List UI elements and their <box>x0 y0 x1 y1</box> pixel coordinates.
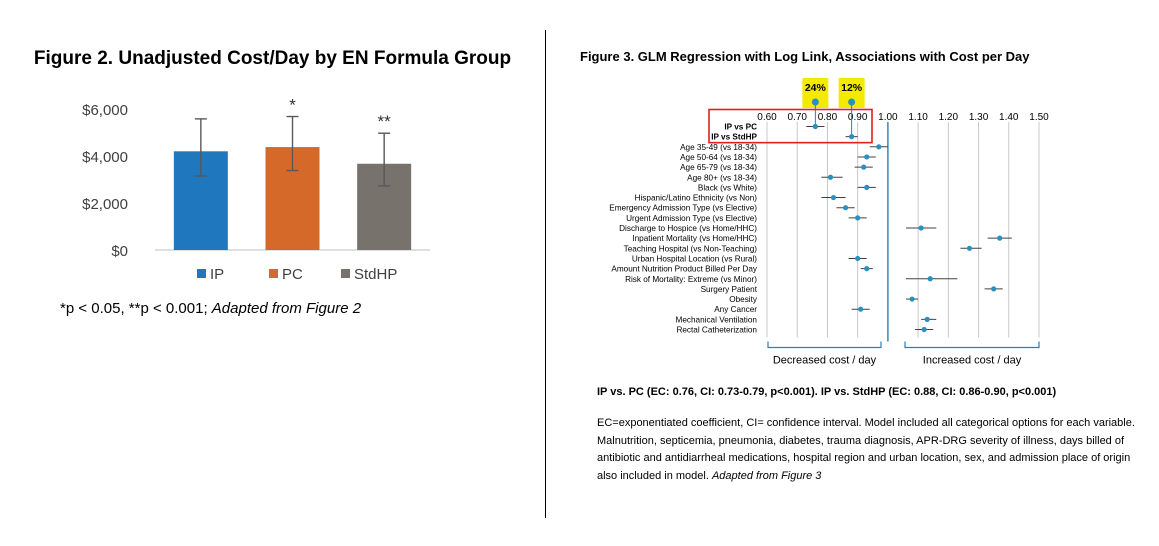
figure3-forest-plot <box>580 74 1060 374</box>
point-estimate <box>909 296 914 301</box>
point-estimate <box>928 276 933 281</box>
row-label: Urgent Admission Type (vs Elective) <box>626 213 757 223</box>
point-estimate <box>919 225 924 230</box>
legend-label: StdHP <box>354 266 398 283</box>
legend-swatch <box>341 269 350 278</box>
legend-label: PC <box>282 266 303 283</box>
row-label: Age 50-64 (vs 18-34) <box>680 152 757 162</box>
row-label: Urban Hospital Location (vs Rural) <box>631 254 757 264</box>
point-estimate <box>991 286 996 291</box>
figure2-bar-chart <box>60 85 480 295</box>
figure2-note-source: Adapted from Figure 2 <box>211 300 362 317</box>
bracket-label: Decreased cost / day <box>772 354 877 367</box>
row-label: Surgery Patient <box>700 284 757 294</box>
row-label: Age 35-49 (vs 18-34) <box>680 142 757 152</box>
point-estimate <box>831 195 836 200</box>
x-tick-label: 1.50 <box>1029 112 1049 123</box>
x-tick-label: 0.70 <box>787 112 807 123</box>
significance-marker: * <box>289 95 296 115</box>
row-label: Discharge to Hospice (vs Home/HHC) <box>619 224 757 233</box>
figure3-footnote <box>597 415 1137 485</box>
row-label: Inpatient Mortality (vs Home/HHC) <box>632 234 757 244</box>
x-tick-label: 1.20 <box>938 112 959 123</box>
figure2-title: Figure 2. Unadjusted Cost/Day by EN Formula Group <box>33 48 512 69</box>
row-label: Age 65-79 (vs 18-34) <box>680 163 757 173</box>
figure3-title: Figure 3. GLM Regression with Log Link, Associations with Cost per Day <box>580 49 1030 64</box>
point-estimate <box>967 246 972 251</box>
legend-swatch <box>269 269 278 278</box>
figure2-note-text: *p < 0.05, **p < 0.001; <box>60 300 212 317</box>
x-tick-label: 0.90 <box>847 112 868 123</box>
row-label: IP vs StdHP <box>711 132 757 142</box>
row-label: Obesity <box>729 295 757 305</box>
y-tick-label: $2,000 <box>82 196 128 213</box>
point-estimate <box>876 144 881 149</box>
point-estimate <box>858 307 863 312</box>
callout-dot <box>812 99 819 106</box>
row-label: Any Cancer <box>714 305 757 315</box>
y-tick-label: $6,000 <box>82 102 128 119</box>
point-estimate <box>855 215 860 220</box>
row-label: Emergency Admission Type (vs Elective) <box>609 203 757 213</box>
significance-marker: ** <box>377 112 391 132</box>
panel-divider <box>545 30 546 518</box>
point-estimate <box>828 175 833 180</box>
figure2-note <box>60 300 361 317</box>
point-estimate <box>843 205 848 210</box>
x-tick-label: 1.40 <box>999 112 1019 123</box>
callout-dot <box>848 99 855 106</box>
point-estimate <box>997 236 1002 241</box>
figure3-footnote-source: Adapted from Figure 3 <box>711 469 822 482</box>
x-tick-label: 1.30 <box>968 112 989 123</box>
bracket-label: Increased cost / day <box>922 354 1022 367</box>
point-estimate <box>864 185 869 190</box>
y-tick-label: $4,000 <box>82 149 128 166</box>
row-label: Age 80+ (vs 18-34) <box>687 173 757 183</box>
cost-bracket <box>768 342 881 348</box>
x-tick-label: 1.00 <box>878 112 898 123</box>
x-tick-label: 1.10 <box>908 112 928 123</box>
point-estimate <box>922 327 927 332</box>
point-estimate <box>864 154 869 159</box>
point-estimate <box>855 256 860 261</box>
row-label: Hispanic/Latino Ethnicity (vs Non) <box>634 193 757 203</box>
legend-label: IP <box>210 266 225 283</box>
row-label: Mechanical Ventilation <box>675 315 757 325</box>
callout-label: 24% <box>804 82 826 94</box>
x-tick-label: 0.60 <box>757 112 777 123</box>
legend-swatch <box>197 269 206 278</box>
point-estimate <box>861 165 866 170</box>
point-estimate <box>864 266 869 271</box>
row-label: Rectal Catheterization <box>676 325 757 335</box>
row-label: IP vs PC <box>724 122 757 132</box>
figure3-summary: IP vs. PC (EC: 0.76, CI: 0.73-0.79, p<0.001). IP vs. StdHP (EC: 0.88, CI: 0.86-0.90, p<0.001) <box>597 386 1057 398</box>
figure3-footnote-text: EC=exponentiated coefficient, CI= confidence interval. Model included all categorical options for each variable. Malnutrition, septicemia, pneumonia, diabetes, trauma diagnosis, APR-DRG severity of illness, days billed of antibiotic and antidiarrheal medications, hospital region and urban location, sex, and admission place of origin also included in model. <box>597 417 1135 482</box>
point-estimate <box>849 134 854 139</box>
point-estimate <box>925 317 930 322</box>
y-tick-label: $0 <box>111 243 128 260</box>
point-estimate <box>813 124 818 129</box>
x-tick-label: 0.80 <box>817 112 838 123</box>
cost-bracket <box>905 342 1039 348</box>
row-label: Teaching Hospital (vs Non-Teaching) <box>623 244 757 254</box>
row-label: Risk of Mortality: Extreme (vs Minor) <box>625 274 757 284</box>
callout-label: 12% <box>841 82 863 94</box>
row-label: Amount Nutrition Product Billed Per Day <box>611 264 757 274</box>
row-label: Black (vs White) <box>697 183 757 193</box>
